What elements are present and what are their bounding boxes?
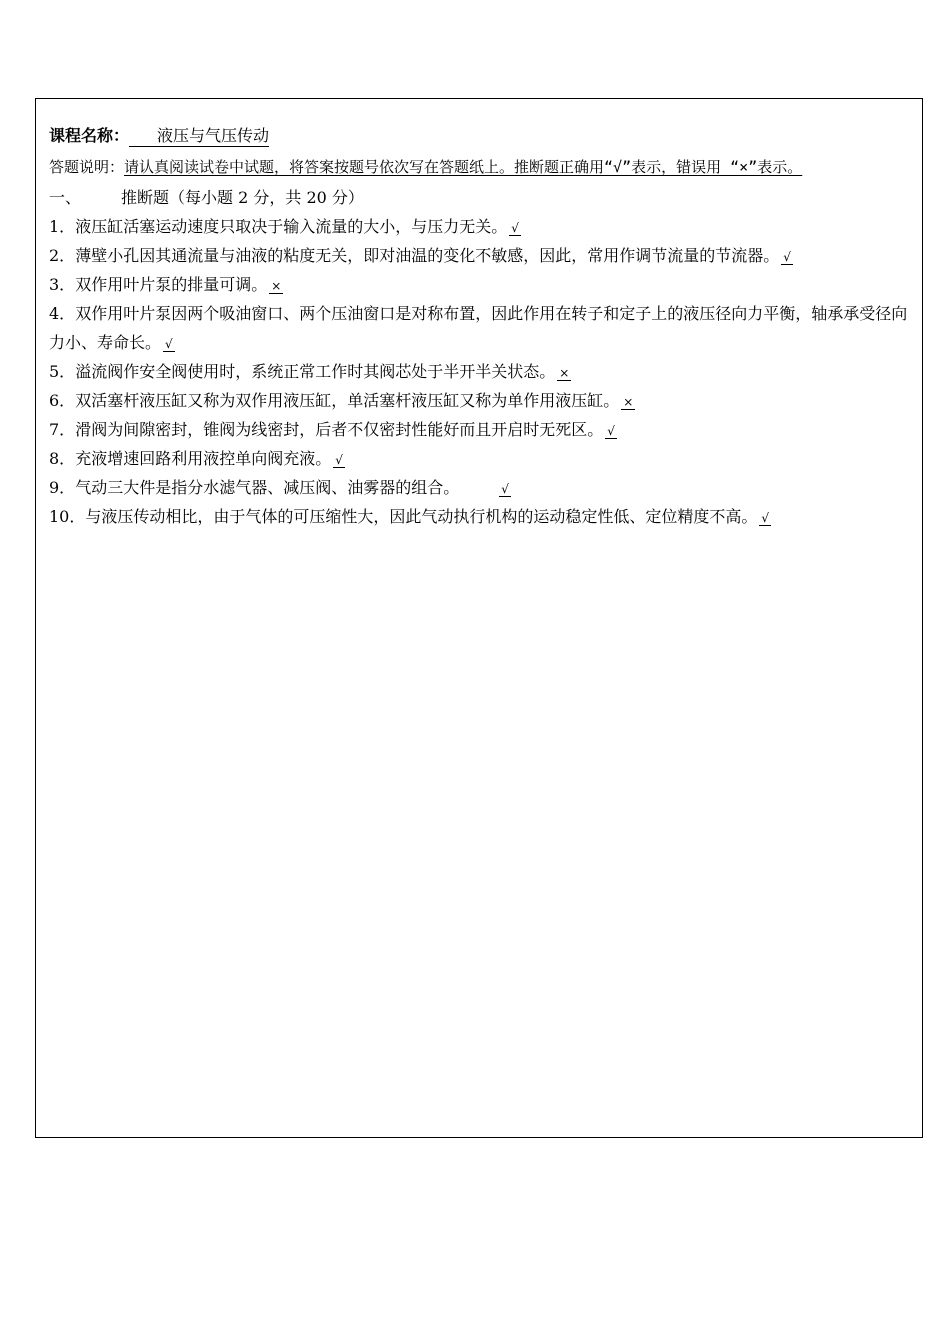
answer-mark: √ [165, 337, 173, 351]
answer-mark: √ [607, 424, 615, 438]
exam-frame [35, 98, 923, 1138]
answer-mark: × [559, 366, 570, 380]
section-heading [49, 183, 909, 212]
answer-mark: √ [511, 221, 519, 235]
section-number: 一、 [49, 188, 82, 207]
question-number: 10． [49, 507, 86, 526]
instructions-body: 请认真阅读试卷中试题，将答案按题号依次写在答题纸上。推断题正确用“√”表示，错误用 “×”表示。 [124, 158, 803, 176]
instructions-label: 答题说明： [49, 158, 125, 176]
question-item [49, 357, 909, 386]
answer-mark: √ [761, 511, 770, 525]
question-number: 8． [49, 449, 76, 468]
answer-mark: √ [501, 482, 509, 496]
question-item [49, 386, 909, 415]
exam-content [49, 121, 909, 531]
section-title: 推断题（每小题 2 分，共 20 分） [121, 188, 364, 207]
question-text: 滑阀为间隙密封，锥阀为线密封，后者不仅密封性能好而且开启时无死区。 [75, 420, 604, 439]
question-text: 薄壁小孔因其通流量与油液的粘度无关，即对油温的变化不敏感，因此，常用作调节流量的节流器。 [75, 246, 780, 265]
question-number: 4． [49, 304, 76, 323]
question-text: 双作用叶片泵的排量可调。 [75, 275, 268, 294]
answer-mark: √ [335, 453, 343, 467]
question-text: 双活塞杆液压缸又称为双作用液压缸，单活塞杆液压缸又称为单作用液压缸。 [75, 391, 620, 410]
question-item [49, 502, 909, 531]
question-number: 6． [49, 391, 76, 410]
answer-mark: × [623, 395, 634, 409]
question-item [49, 241, 909, 270]
question-text: 与液压传动相比，由于气体的可压缩性大，因此气动执行机构的运动稳定性低、定位精度不高。 [85, 507, 758, 526]
course-label: 课程名称： [49, 126, 130, 145]
answer-mark: √ [783, 250, 791, 264]
answer-mark: × [271, 279, 282, 293]
course-line [49, 121, 909, 150]
question-item [49, 415, 909, 444]
question-item [49, 299, 909, 357]
question-number: 2． [49, 246, 76, 265]
question-text: 液压缸活塞运动速度只取决于输入流量的大小，与压力无关。 [75, 217, 508, 236]
question-number: 5． [49, 362, 76, 381]
question-item [49, 212, 909, 241]
question-item [49, 473, 909, 502]
question-number: 7． [49, 420, 76, 439]
question-item [49, 444, 909, 473]
question-number: 9． [49, 478, 76, 497]
course-name: 液压与气压传动 [129, 126, 269, 147]
question-text: 气动三大件是指分水滤气器、减压阀、油雾器的组合。 [75, 478, 460, 497]
question-text: 溢流阀作安全阀使用时，系统正常工作时其阀芯处于半开半关状态。 [75, 362, 556, 381]
instructions [49, 154, 909, 181]
question-number: 1． [49, 217, 76, 236]
question-item [49, 270, 909, 299]
question-text: 充液增速回路利用液控单向阀充液。 [75, 449, 332, 468]
question-number: 3． [49, 275, 76, 294]
question-text: 双作用叶片泵因两个吸油窗口、两个压油窗口是对称布置，因此作用在转子和定子上的液压径向力平衡，轴承承受径向力小、寿命长。 [49, 304, 908, 352]
